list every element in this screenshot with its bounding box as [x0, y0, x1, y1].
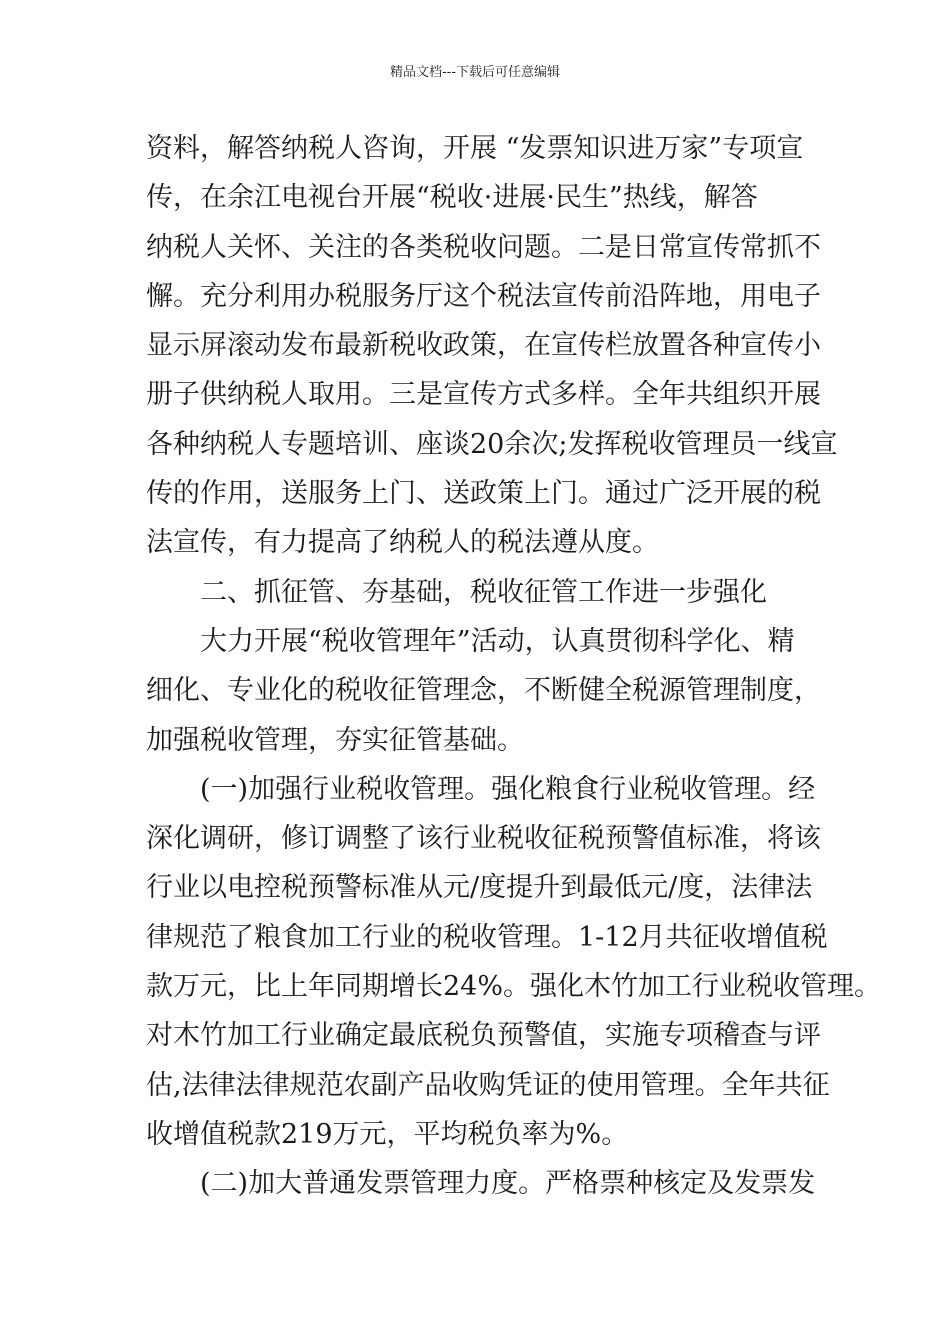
text-line: 深化调研，修订调整了该行业税收征税预警值标准，将该: [146, 823, 821, 855]
text-line: 收增值税款219万元，平均税负率为%。: [146, 1118, 629, 1150]
paragraph-start: 大力开展“税收管理年”活动，认真贯彻科学化、精: [200, 625, 795, 657]
page-header: 精品文档---下载后可任意编辑: [389, 65, 561, 80]
document-body: [146, 124, 882, 1209]
text-line: 对木竹加工行业确定最底税负预警值，实施专项稽查与评: [146, 1020, 821, 1052]
text-line: 款万元，比上年同期增长24%。强化木竹加工行业税收管理。: [146, 971, 882, 1003]
text-line: 显示屏滚动发布最新税收政策，在宣传栏放置各种宣传小: [146, 330, 821, 362]
paragraph-start: (二)加大普通发票管理力度。严格票种核定及发票发: [200, 1168, 816, 1200]
text-line: 懈。充分利用办税服务厅这个税法宣传前沿阵地，用电子: [146, 280, 821, 312]
text-line: 传，在余江电视台开展“税收·进展·民生”热线，解答: [146, 182, 758, 214]
text-line: 行业以电控税预警标准从元/度提升到最低元/度，法律法: [146, 872, 813, 904]
text-line: 加强税收管理，夯实征管基础。: [146, 724, 524, 756]
text-line: 传的作用，送服务上门、送政策上门。通过广泛开展的税: [146, 478, 821, 510]
text-line: 纳税人关怀、关注的各类税收问题。二是日常宣传常抓不: [146, 231, 821, 263]
text-line: 各种纳税人专题培训、座谈20余次;发挥税收管理员一线宣: [146, 428, 838, 460]
paragraph-start: (一)加强行业税收管理。强化粮食行业税收管理。经: [200, 773, 816, 805]
text-line: 册子供纳税人取用。三是宣传方式多样。全年共组织开展: [146, 379, 821, 411]
text-line: 律规范了粮食加工行业的税收管理。1-12月共征收增值税: [146, 921, 828, 953]
section-heading: 二、抓征管、夯基础，税收征管工作进一步强化: [200, 576, 767, 608]
text-line: 估,法律法律规范农副产品收购凭证的使用管理。全年共征: [146, 1069, 830, 1101]
text-line: 细化、专业化的税收征管理念，不断健全税源管理制度，: [146, 675, 821, 707]
text-line: 法宣传，有力提高了纳税人的税法遵从度。: [146, 527, 659, 559]
text-line: 资料，解答纳税人咨询，开展 “发票知识进万家”专项宣: [146, 133, 804, 164]
